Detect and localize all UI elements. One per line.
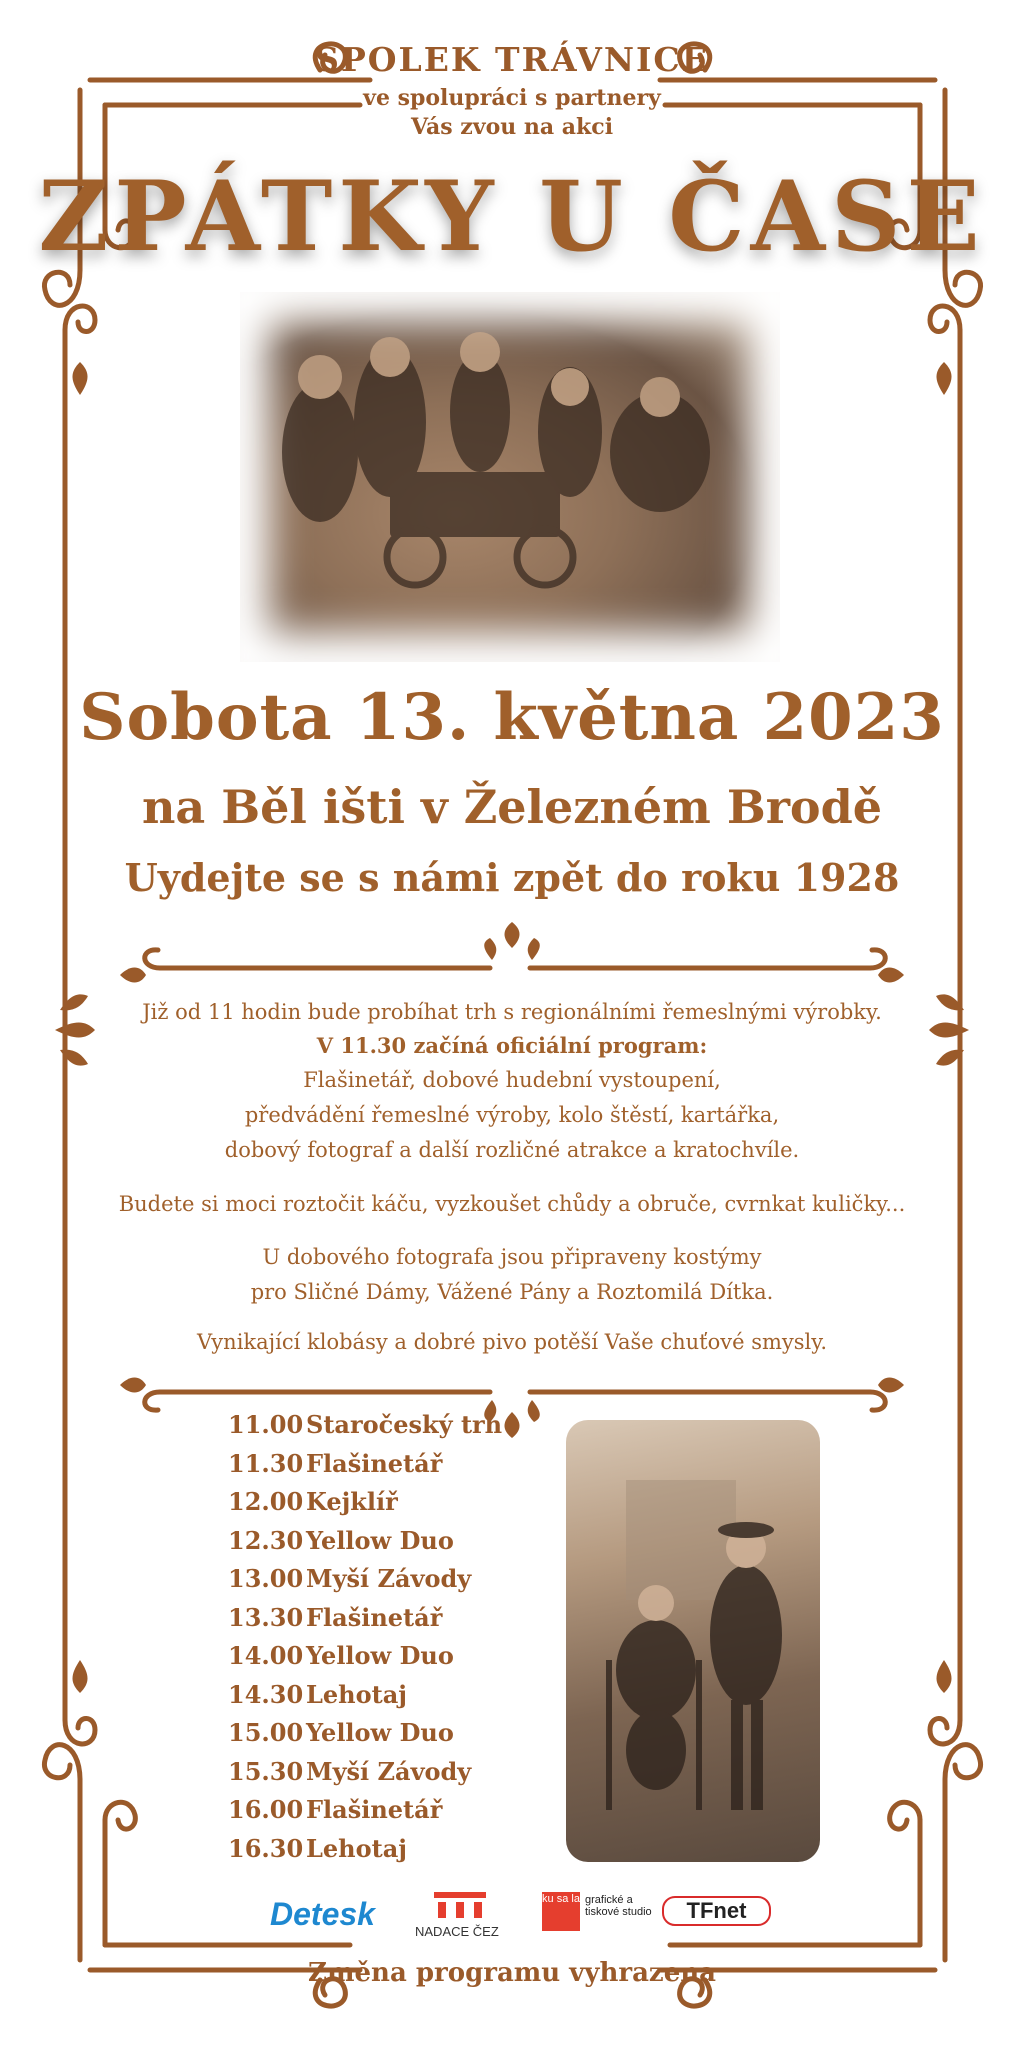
cez-label: NADACE ČEZ: [415, 1924, 499, 1939]
event-place: na Běl išti v Železném Brodě: [141, 780, 883, 834]
event-tagline: Uydejte se s námi zpět do roku 1928: [124, 855, 900, 900]
schedule-item: Flašinetář: [306, 1448, 443, 1478]
schedule-time: 15.30: [228, 1756, 304, 1786]
kusala-logo: ku sa la: [542, 1892, 580, 1931]
desc-line-1: Již od 11 hodin bude probíhat trh s regionálními řemeslnými výrobky.: [142, 1000, 882, 1024]
schedule-row: [228, 1641, 528, 1680]
schedule-time: 16.30: [228, 1833, 304, 1863]
schedule-item: Flašinetář: [306, 1602, 443, 1632]
desc-line-5: dobový fotograf a další rozličné atrakce a kratochvíle.: [224, 1138, 800, 1162]
desc-line-9: Vynikající klobásy a dobré pivo potěší Vaše chuťové smysly.: [196, 1330, 828, 1354]
schedule-item: Yellow Duo: [306, 1718, 454, 1747]
desc-line-6: Budete si moci roztočit káču, vyzkoušet chůdy a obruče, cvrnkat kuličky...: [118, 1192, 906, 1216]
photo-couple: [566, 1420, 820, 1862]
schedule-item: Flašinetář: [306, 1795, 443, 1824]
schedule-time: 15.00: [228, 1718, 304, 1747]
schedule-item: Kejklíř: [306, 1487, 398, 1516]
schedule-item: Staročeský trh: [306, 1410, 503, 1439]
schedule-time: 13.00: [228, 1564, 304, 1593]
desc-line-7: U dobového fotografa jsou připraveny kostýmy: [262, 1245, 762, 1269]
desc-line-8: pro Sličné Dámy, Vážené Pány a Roztomilá Dítka.: [250, 1280, 774, 1304]
desc-line-3: Flašinetář, dobové hudební vystoupení,: [303, 1068, 721, 1092]
schedule-list: [228, 1410, 528, 1872]
schedule-item: Myší Závody: [306, 1564, 472, 1593]
photo-children-cart: [240, 292, 780, 662]
cez-logo-icon: [432, 1890, 488, 1920]
page-title: ZPÁTKY U ČASE: [38, 160, 986, 273]
schedule-row: [228, 1603, 528, 1642]
partners-line: ve spolupráci s partnery: [363, 85, 661, 111]
sponsors-bar: [0, 1890, 1024, 1950]
schedule-item: Lehotaj: [306, 1679, 407, 1709]
schedule-row: [228, 1834, 528, 1873]
schedule-item: Yellow Duo: [306, 1641, 454, 1670]
event-date: Sobota 13. května 2023: [79, 680, 945, 755]
schedule-row: [228, 1680, 528, 1719]
tfnet-logo: TFnet: [662, 1896, 771, 1926]
schedule-item: Lehotaj: [306, 1833, 407, 1863]
desc-line-2: V 11.30 začíná oficiální program:: [316, 1033, 708, 1058]
schedule-time: 12.30: [228, 1525, 304, 1555]
schedule-time: 11.00: [228, 1410, 304, 1439]
schedule-row: [228, 1487, 528, 1526]
schedule-time: 11.30: [228, 1448, 304, 1478]
schedule-item: Yellow Duo: [306, 1525, 454, 1555]
kusala-text: grafické a tiskové studio: [585, 1894, 652, 1918]
schedule-row: [228, 1718, 528, 1757]
photo-children-illustration: [240, 292, 780, 662]
schedule-row: [228, 1526, 528, 1565]
schedule-time: 14.00: [228, 1641, 304, 1670]
schedule-row: [228, 1410, 528, 1449]
detesk-logo: Detesk: [270, 1896, 375, 1932]
schedule-time: 13.30: [228, 1602, 304, 1632]
schedule-time: 16.00: [228, 1795, 304, 1824]
organizer-name: SPOLEK TRÁVNICE: [315, 40, 709, 79]
schedule-item: Myší Závody: [306, 1756, 472, 1786]
desc-line-4: předvádění řemeslné výroby, kolo štěstí, kartářka,: [244, 1103, 780, 1127]
footer-note: Změna programu vyhrazena: [308, 1958, 716, 1988]
schedule-row: [228, 1757, 528, 1796]
schedule-time: 14.30: [228, 1679, 304, 1709]
schedule-time: 12.00: [228, 1487, 304, 1516]
invite-line: Vás zvou na akci: [410, 114, 614, 140]
schedule-row: [228, 1564, 528, 1603]
photo-couple-illustration: [566, 1420, 820, 1862]
schedule-row: [228, 1449, 528, 1488]
schedule-row: [228, 1795, 528, 1834]
